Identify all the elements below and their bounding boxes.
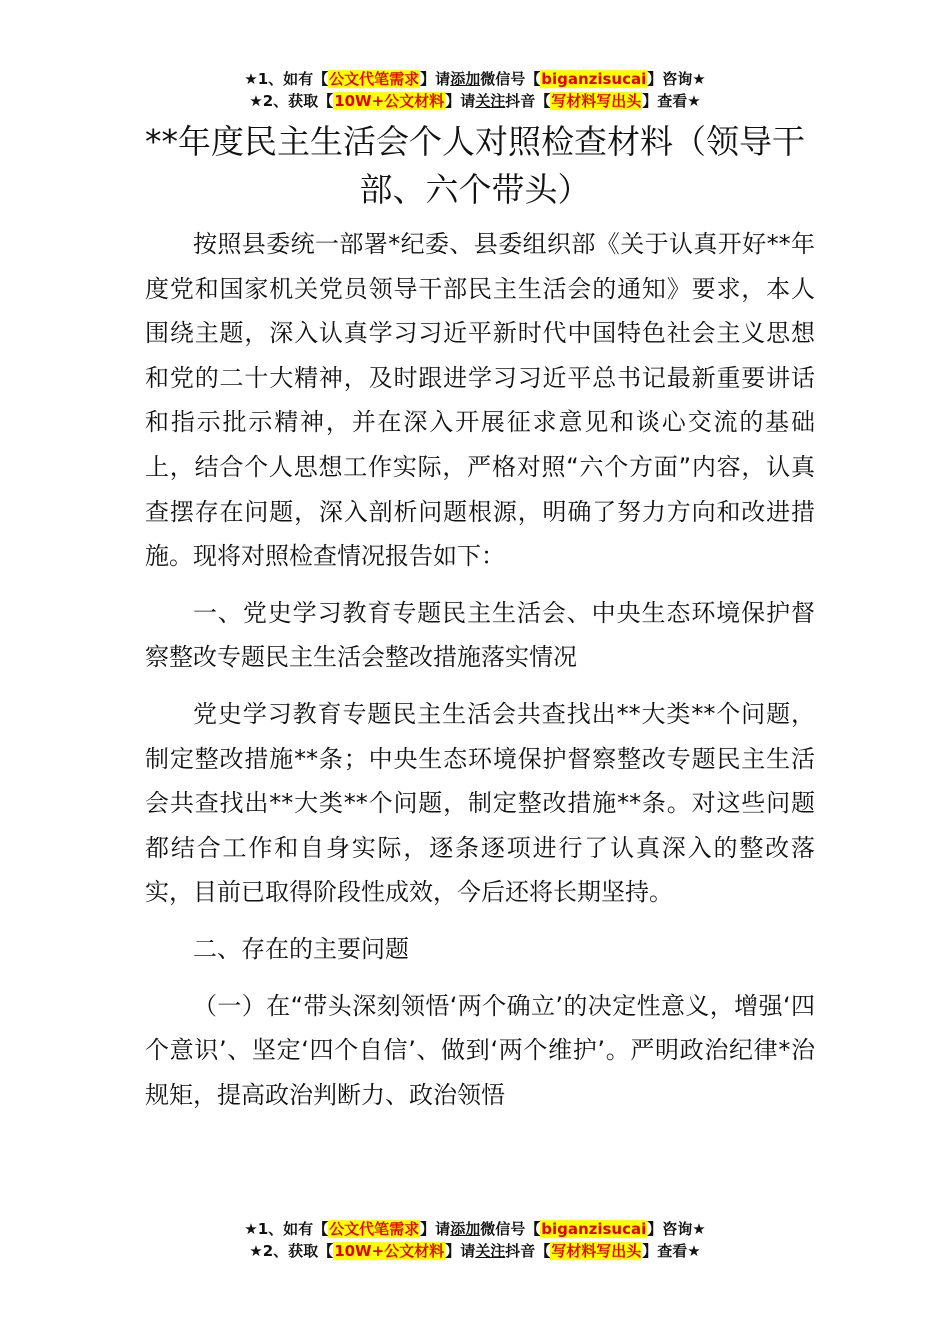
highlight-wechat-id: biganzisucai [541,70,647,88]
promo-line-2: ★2、获取【10W+公文材料】请关注抖音【写材料写出头】查看★ [249,92,701,110]
paragraph-section-1: 党史学习教育专题民主生活会共查找出**大类**个问题，制定整改措施**条；中央生态环境保护督察整改专题民主生活会共查找出**大类**个问题，制定整改措施**条。对这些问题都结合工作和自身实际，逐条逐项进行了认真深入的整改落实，目前已取得阶段性成效，今后还将长期坚持。 [145,699,815,907]
paragraph-subsection-1: （一）在“带头深刻领悟‘两个确立’的决定性意义，增强‘四个意识’、坚定‘四个自信’、做到‘两个维护’。严明政治纪律*治规矩，提高政治判断力、政治领悟 [145,991,815,1109]
highlight-wechat-id: biganzisucai [541,1220,647,1238]
highlight-service: 公文代笔需求 [329,1220,420,1238]
highlight-materials: 10W+公文材料 [334,1242,445,1260]
highlight-douyin-id: 写材料写出头 [551,1242,642,1260]
document-body [145,222,815,1117]
highlight-materials: 10W+公文材料 [334,92,445,110]
promo-line-2: ★2、获取【10W+公文材料】请关注抖音【写材料写出头】查看★ [249,1242,701,1260]
paragraph-intro: 按照县委统一部署*纪委、县委组织部《关于认真开好**年度党和国家机关党员领导干部民主生活会的通知》要求，本人围绕主题，深入认真学习习近平新时代中国特色社会主义思想和党的二十大精神，及时跟进学习习近平总书记最新重要讲话和指示批示精神，并在深入开展征求意见和谈心交流的基础上，结合个人思想工作实际，严格对照“六个方面”内容，认真查摆存在问题，深入剖析问题根源，明确了努力方向和改进措施。现将对照检查情况报告如下： [145,230,815,571]
promo-banner-bottom [0,1218,950,1262]
promo-banner-top [0,68,950,112]
section-heading-2: 二、存在的主要问题 [193,934,409,963]
document-title: **年度民主生活会个人对照检查材料（领导干部、六个带头） [145,122,805,209]
section-heading-1: 一、党史学习教育专题民主生活会、中央生态环境保护督察整改专题民主生活会整改措施落实情况 [145,598,815,672]
highlight-service: 公文代笔需求 [329,70,420,88]
highlight-douyin-id: 写材料写出头 [551,92,642,110]
promo-line-1: ★1、如有【公文代笔需求】请添加微信号【biganzisucai】咨询★ [244,1220,706,1238]
promo-line-1: ★1、如有【公文代笔需求】请添加微信号【biganzisucai】咨询★ [244,70,706,88]
